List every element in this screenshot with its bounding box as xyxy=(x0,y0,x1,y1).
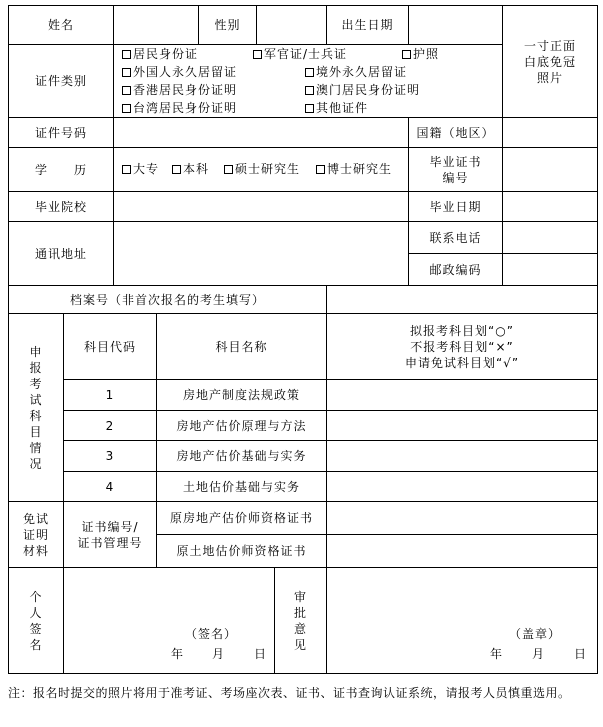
postcode-field[interactable] xyxy=(503,254,598,286)
subject-name-header: 科目名称 xyxy=(157,314,327,380)
checkbox-icon xyxy=(253,50,262,59)
footnote: 注：报名时提交的照片将用于准考证、考场座次表、证书、证书查询认证系统，请报考人员慎重选用。 xyxy=(8,686,571,700)
id-option[interactable]: 居民身份证 xyxy=(122,46,198,62)
signature-caption: （签名） xyxy=(185,627,238,641)
birth-field[interactable] xyxy=(409,5,503,45)
id-option[interactable]: 其他证件 xyxy=(305,100,368,116)
id-number-field[interactable] xyxy=(114,118,409,148)
subject-code-header: 科目代码 xyxy=(64,314,157,380)
checkbox-icon xyxy=(305,86,314,95)
checkbox-icon xyxy=(122,86,131,95)
review-label: 审 批 意 见 xyxy=(275,568,327,674)
postcode-label: 邮政编码 xyxy=(409,254,503,286)
checkbox-icon xyxy=(305,104,314,113)
cert-number-label: 毕业证书 编号 xyxy=(409,148,503,192)
nationality-label: 国籍（地区） xyxy=(409,118,503,148)
id-option[interactable]: 台湾居民身份证明 xyxy=(122,100,237,116)
sign-date-year: 年 xyxy=(171,647,185,661)
birth-label: 出生日期 xyxy=(327,5,409,45)
checkbox-icon xyxy=(122,68,131,77)
name-field[interactable] xyxy=(114,5,199,45)
exempt-cert2-field[interactable] xyxy=(327,535,598,568)
education-option[interactable]: 博士研究生 xyxy=(316,161,392,177)
id-option[interactable]: 澳门居民身份证明 xyxy=(305,82,420,98)
personal-sign-label: 个 人 签 名 xyxy=(8,568,64,674)
exam-legend: 拟报考科目划“○” 不报考科目划“×” 申请免试科目划“√” xyxy=(327,314,598,380)
id-option[interactable]: 外国人永久居留证 xyxy=(122,64,237,80)
grad-date-label: 毕业日期 xyxy=(409,192,503,222)
exempt-cert2-label: 原土地估价师资格证书 xyxy=(157,535,327,568)
phone-field[interactable] xyxy=(503,222,598,254)
exam-side-label: 申 报 考 试 科 目 情 况 xyxy=(8,314,64,502)
id-option[interactable]: 香港居民身份证明 xyxy=(122,82,237,98)
id-option[interactable]: 军官证/士兵证 xyxy=(253,46,347,62)
checkbox-icon xyxy=(224,165,233,174)
id-option[interactable]: 护照 xyxy=(402,46,439,62)
sign-date-day: 日 xyxy=(254,647,268,661)
sign-date-month: 月 xyxy=(212,647,226,661)
subject-code: 3 xyxy=(64,441,157,472)
seal-caption: （盖章） xyxy=(509,627,562,641)
gender-label: 性别 xyxy=(199,5,257,45)
checkbox-icon xyxy=(172,165,181,174)
id-number-label: 证件号码 xyxy=(8,118,114,148)
exempt-cert1-field[interactable] xyxy=(327,502,598,535)
subject-name: 土地估价基础与实务 xyxy=(157,472,327,502)
archive-field[interactable] xyxy=(327,286,598,314)
address-field[interactable] xyxy=(114,222,409,286)
school-field[interactable] xyxy=(114,192,409,222)
subject-code: 4 xyxy=(64,472,157,502)
name-label: 姓名 xyxy=(8,5,114,45)
cert-number-field[interactable] xyxy=(503,148,598,192)
school-label: 毕业院校 xyxy=(8,192,114,222)
education-label: 学 历 xyxy=(8,148,114,192)
address-label: 通讯地址 xyxy=(8,222,114,286)
subject-code: 1 xyxy=(64,380,157,411)
photo-box[interactable]: 一寸正面 白底免冠 照片 xyxy=(503,5,598,118)
personal-sign-field[interactable] xyxy=(64,568,275,674)
archive-label: 档案号（非首次报名的考生填写） xyxy=(8,286,327,314)
education-option[interactable]: 本科 xyxy=(172,161,209,177)
education-option[interactable]: 大专 xyxy=(122,161,159,177)
checkbox-icon xyxy=(122,104,131,113)
checkbox-icon xyxy=(402,50,411,59)
phone-label: 联系电话 xyxy=(409,222,503,254)
id-type-label: 证件类别 xyxy=(8,45,114,118)
nationality-field[interactable] xyxy=(503,118,598,148)
subject-mark-field[interactable] xyxy=(327,472,598,502)
checkbox-icon xyxy=(316,165,325,174)
education-option[interactable]: 硕士研究生 xyxy=(224,161,300,177)
subject-mark-field[interactable] xyxy=(327,411,598,441)
id-option[interactable]: 境外永久居留证 xyxy=(305,64,407,80)
exempt-side-label: 免试 证明 材料 xyxy=(8,502,64,568)
subject-name: 房地产估价原理与方法 xyxy=(157,411,327,441)
grad-date-field[interactable] xyxy=(503,192,598,222)
subject-name: 房地产估价基础与实务 xyxy=(157,441,327,472)
checkbox-icon xyxy=(305,68,314,77)
subject-mark-field[interactable] xyxy=(327,441,598,472)
subject-code: 2 xyxy=(64,411,157,441)
checkbox-icon xyxy=(122,50,131,59)
gender-field[interactable] xyxy=(257,5,327,45)
exempt-cert1-label: 原房地产估价师资格证书 xyxy=(157,502,327,535)
exempt-cert-label: 证书编号/ 证书管理号 xyxy=(64,502,157,568)
subject-name: 房地产制度法规政策 xyxy=(157,380,327,411)
review-field[interactable] xyxy=(327,568,598,674)
seal-date-month: 月 xyxy=(532,647,546,661)
seal-date-year: 年 xyxy=(490,647,504,661)
subject-mark-field[interactable] xyxy=(327,380,598,411)
checkbox-icon xyxy=(122,165,131,174)
seal-date-day: 日 xyxy=(574,647,588,661)
